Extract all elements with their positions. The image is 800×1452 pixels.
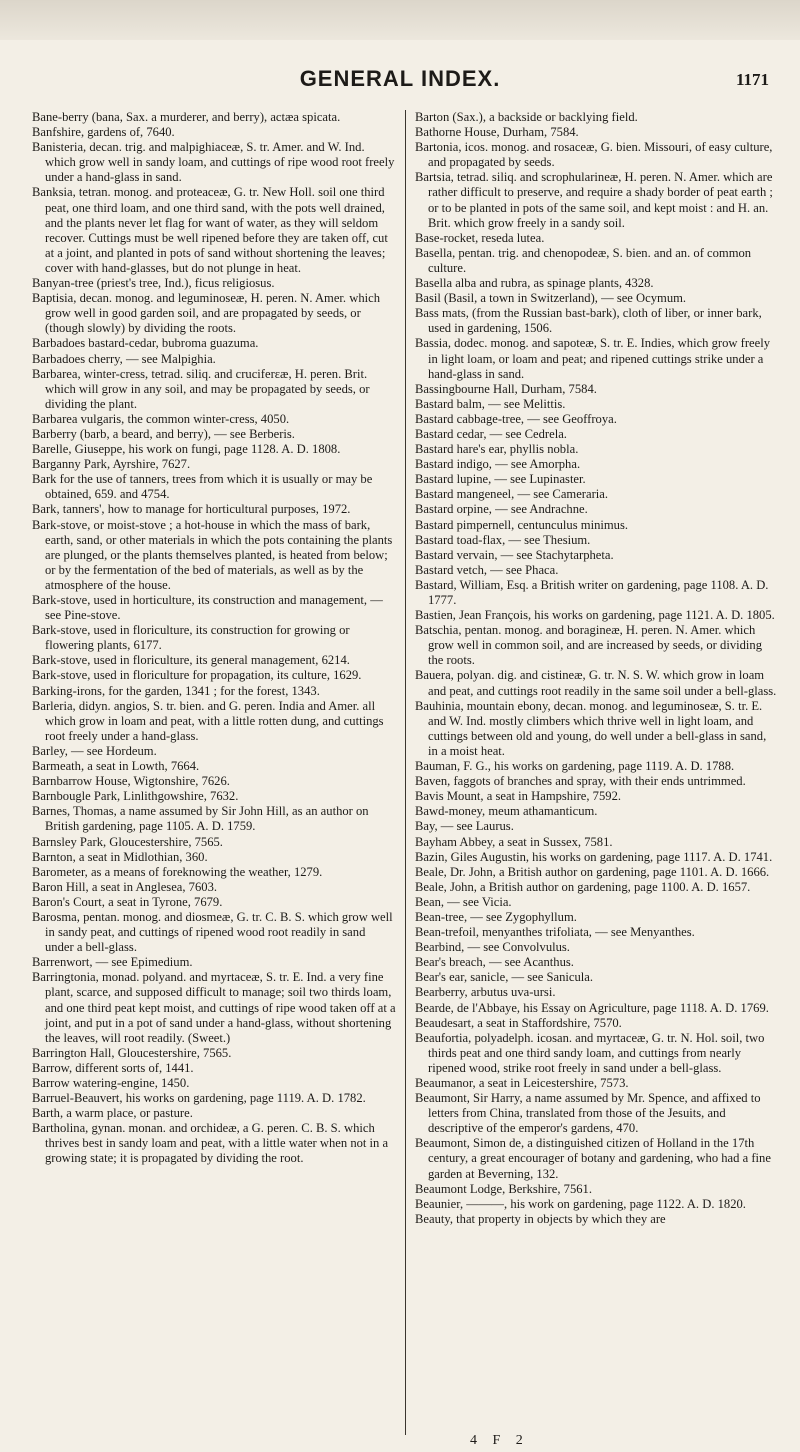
index-entry: Bass mats, (from the Russian bast-bark), cloth of liber, or inner bark, used in gardening, 1506. [415, 306, 762, 336]
index-entry: Barley, — see Hordeum. [32, 743, 157, 758]
index-entry: Banfshire, gardens of, 7640. [32, 125, 175, 140]
index-entry: Bartonia, icos. monog. and rosaceæ, G. bien. Missouri, of easy culture, and propagated by seeds. [415, 140, 773, 170]
index-entry: Barbarea, winter-cress, tetrad. siliq. and cruciferεæ, H. peren. Brit. which will grow in any soil, and may be propagated by seeds, or dividing the plant. [32, 366, 370, 411]
index-entry: Baven, faggots of branches and spray, with their ends untrimmed. [415, 774, 746, 789]
index-entry: Bavis Mount, a seat in Hampshire, 7592. [415, 789, 622, 804]
index-entry: Barbarea vulgaris, the common winter-cress, 4050. [32, 411, 290, 426]
index-entry: Bauman, F. G., his works on gardening, page 1119. A. D. 1788. [415, 759, 735, 774]
page-header [0, 66, 800, 96]
index-entry: Bastard balm, — see Melittis. [415, 396, 566, 411]
index-entry: Bear's ear, sanicle, — see Sanicula. [415, 970, 594, 985]
index-entry: Barking-irons, for the garden, 1341 ; for the forest, 1343. [32, 683, 320, 698]
index-entry: Bastard orpine, — see Andrachne. [415, 502, 588, 517]
index-entry: Bark-stove, or moist-stove ; a hot-house in which the mass of bark, earth, sand, or other materials in which the pots containing the plants are plunged, or the plants themselves planted, is heated from below; or by the fermentation of the bed of materials, as well as by the atmosphere of the house. [32, 517, 393, 592]
index-entry: Beaudesart, a seat in Staffordshire, 7570. [415, 1015, 622, 1030]
index-entry: Bastard toad-flax, — see Thesium. [415, 532, 591, 547]
index-entry: Barbadoes bastard-cedar, bubroma guazuma. [32, 336, 259, 351]
index-entry: Bathorne House, Durham, 7584. [415, 125, 579, 140]
index-entry: Barth, a warm place, or pasture. [32, 1106, 193, 1121]
index-entry: Baron Hill, a seat in Anglesea, 7603. [32, 879, 218, 894]
index-entry: Bark, tanners', how to manage for horticultural purposes, 1972. [32, 502, 351, 517]
index-entry: Bastard indigo, — see Amorpha. [415, 457, 581, 472]
index-entry: Barbadoes cherry, — see Malpighia. [32, 351, 216, 366]
index-entry: Barrington Hall, Gloucestershire, 7565. [32, 1045, 232, 1060]
index-entry: Beauty, that property in objects by which they are [415, 1211, 666, 1226]
index-entry: Bauhinia, mountain ebony, decan. monog. and leguminoseæ, S. tr. E. and W. Ind. mostly climbers which thrive well in light loam, and cuttings between old and young, do well under a bell-glass in sand, in a moist heat. [415, 698, 767, 758]
index-entry: Bearberry, arbutus uva-ursi. [415, 985, 556, 1000]
index-entry: Bassingbourne Hall, Durham, 7584. [415, 381, 597, 396]
index-entry: Bearde, de l'Abbaye, his Essay on Agriculture, page 1118. A. D. 1769. [415, 1000, 769, 1015]
index-entry: Bastard mangeneel, — see Cameraria. [415, 487, 609, 502]
index-entry: Beaumont Lodge, Berkshire, 7561. [415, 1181, 592, 1196]
index-entry: Barnes, Thomas, a name assumed by Sir John Hill, as an author on British gardening, page 1105. A. D. 1759. [32, 804, 369, 834]
top-shadow-band [0, 0, 800, 40]
index-entry: Bauera, polyan. dig. and cistineæ, G. tr. N. S. W. which grow in loam and peat, and cuttings root readily in the same soil under a bell-glass. [415, 668, 777, 698]
index-entry: Barrenwort, — see Epimedium. [32, 955, 193, 970]
index-entry: Banyan-tree (priest's tree, Ind.), ficus religiosus. [32, 276, 275, 291]
index-entry: Barleria, didyn. angios, S. tr. bien. and G. peren. India and Amer. all which grow in loam and peat, with a little rotten dung, and cuttings root freely under a hand-glass. [32, 698, 384, 743]
index-entry: Bartsia, tetrad. siliq. and scrophularineæ, H. peren. N. Amer. which are rather difficult to preserve, and require a shady border of peat earth ; or to be planted in pots of the same soil, and kept moist : and H. an. Brit. which grow freely in a sandy soil. [415, 170, 773, 230]
index-entry: Beaumont, Sir Harry, a name assumed by Mr. Spence, and affixed to letters from China, translated from those of the Jesuits, and descriptive of the emperor's gardens, 470. [415, 1091, 761, 1136]
index-entry: Bark for the use of tanners, trees from which it is usually or may be obtained, 659. and 4754. [32, 472, 373, 502]
index-entry: Bearbind, — see Convolvulus. [415, 940, 570, 955]
index-entry: Barnsley Park, Gloucestershire, 7565. [32, 834, 223, 849]
index-entry: Barnbougle Park, Linlithgowshire, 7632. [32, 789, 239, 804]
index-entry: Bane-berry (bana, Sax. a murderer, and berry), actæa spicata. [32, 110, 341, 124]
index-entry: Basella, pentan. trig. and chenopodeæ, S. bien. and an. of common culture. [415, 245, 752, 275]
index-entry: Bark-stove, used in floriculture, its general management, 6214. [32, 653, 350, 668]
index-entry: Basella alba and rubra, as spinage plants, 4328. [415, 276, 654, 291]
index-entry: Barringtonia, monad. polyand. and myrtaceæ, S. tr. E. Ind. a very fine plant, scarce, and supposed difficult to manage; soil two thirds loam, and one third peat kept moist, and cuttings of ripe wood taken off at a joint, and put in a pot of sand under a hand-glass, without shortening the leaves, will root readily. (Sweet.) [32, 970, 396, 1045]
index-entry: Barrow watering-engine, 1450. [32, 1076, 190, 1090]
index-entry: Baptisia, decan. monog. and leguminoseæ, H. peren. N. Amer. which grow well in good garden soil, and are propagated by seeds, or (though slowly) by dividing the roots. [32, 291, 381, 336]
index-entry: Bawd-money, meum athamanticum. [415, 804, 598, 819]
index-entry: Barnbarrow House, Wigtonshire, 7626. [32, 774, 230, 789]
index-entry: Bean-trefoil, menyanthes trifoliata, — see Menyanthes. [415, 925, 695, 940]
index-entry: Bastard cedar, — see Cedrela. [415, 426, 567, 441]
index-entry: Basil (Basil, a town in Switzerland), — see Ocymum. [415, 291, 687, 306]
index-entry: Barometer, as a means of foreknowing the weather, 1279. [32, 864, 323, 879]
index-entry: Bazin, Giles Augustin, his works on gardening, page 1117. A. D. 1741. [415, 849, 773, 864]
index-entry: Beaumanor, a seat in Leicestershire, 7573. [415, 1076, 629, 1090]
index-entry: Beaufortia, polyadelph. icosan. and myrtaceæ, G. tr. N. Hol. soil, two thirds peat and one third sandy loam, and cuttings from nearly ripened wood, strike root freely in sand under a bell-glass. [415, 1030, 765, 1075]
index-entry: Bean, — see Vicia. [415, 894, 512, 909]
index-entry: Bastien, Jean François, his works on gardening, page 1121. A. D. 1805. [415, 608, 775, 623]
index-entry: Beaunier, ———, his work on gardening, page 1122. A. D. 1820. [415, 1196, 746, 1211]
index-entry: Beale, John, a British author on gardening, page 1100. A. D. 1657. [415, 879, 751, 894]
index-entry: Barrow, different sorts of, 1441. [32, 1060, 194, 1075]
index-entry: Barton (Sax.), a backside or backlying field. [415, 110, 638, 124]
index-entry: Bean-tree, — see Zygophyllum. [415, 909, 577, 924]
index-entry: Bark-stove, used in floriculture for propagation, its culture, 1629. [32, 668, 362, 683]
index-entry: Barganny Park, Ayrshire, 7627. [32, 457, 191, 472]
index-entry: Bastard hare's ear, phyllis nobla. [415, 442, 579, 457]
index-entry: Bark-stove, used in floriculture, its construction for growing or flowering plants, 6177. [32, 623, 350, 653]
index-entry: Bayham Abbey, a seat in Sussex, 7581. [415, 834, 613, 849]
index-entry: Bastard vervain, — see Stachytarpheta. [415, 547, 614, 562]
index-column-left [32, 110, 396, 1167]
index-entry: Barmeath, a seat in Lowth, 7664. [32, 759, 200, 774]
index-entry: Bartholina, gynan. monan. and orchideæ, a G. peren. C. B. S. which thrives best in sandy loam and peat, with a little water when not in a growing state; it is propagated by dividing the root. [32, 1121, 389, 1166]
index-column-right [415, 110, 779, 1227]
index-entry: Batschia, pentan. monog. and boragineæ, H. peren. N. Amer. which grow well in common soil, and are increased by seeds, or dividing the roots. [415, 623, 763, 668]
printer-signature: 4 F 2 [470, 1433, 529, 1448]
index-entry: Banksia, tetran. monog. and proteaceæ, G. tr. New Holl. soil one third peat, one third loam, and one third sand, with the pots well drained, and the plants never let flag for want of water, as they will seldom recover. Cuttings must be well ripened before they are taken off, cut at a joint, and planted in pots of sand without shortening the leaves; cover with hand-glasses, but do not plunge in heat. [32, 185, 388, 275]
index-entry: Bastard pimpernell, centunculus minimus. [415, 517, 629, 532]
index-entry: Beale, Dr. John, a British author on gardening, page 1101. A. D. 1666. [415, 864, 770, 879]
index-entry: Barruel-Beauvert, his works on gardening, page 1119. A. D. 1782. [32, 1091, 366, 1106]
index-entry: Barosma, pentan. monog. and diosmeæ, G. tr. C. B. S. which grow well in sandy peat, and cuttings of ripened wood root readily in sand under a bell-glass. [32, 909, 393, 955]
column-divider [405, 110, 406, 1435]
index-entry: Base-rocket, reseda lutea. [415, 230, 545, 245]
index-entry: Baron's Court, a seat in Tyrone, 7679. [32, 894, 223, 909]
index-entry: Banisteria, decan. trig. and malpighiaceæ, S. tr. Amer. and W. Ind. which grow well in sandy loam, and cuttings of ripe wood root freely under a hand-glass in sand. [32, 140, 395, 185]
index-entry: Bastard vetch, — see Phaca. [415, 562, 559, 577]
page-title: GENERAL INDEX. [299, 66, 501, 91]
page-number: 1171 [735, 70, 769, 89]
index-entry: Beaumont, Simon de, a distinguished citizen of Holland in the 17th century, a great encourager of botany and gardening, who had a fine garden at Beverning, 132. [415, 1136, 771, 1181]
index-entry: Barelle, Giuseppe, his work on fungi, page 1128. A. D. 1808. [32, 442, 341, 457]
index-entry: Bastard lupine, — see Lupinaster. [415, 472, 586, 487]
index-entry: Bark-stove, used in horticulture, its construction and management, — see Pine-stove. [32, 593, 383, 623]
index-entry: Bay, — see Laurus. [415, 819, 514, 834]
index-entry: Barnton, a seat in Midlothian, 360. [32, 849, 208, 864]
index-entry: Bastard cabbage-tree, — see Geoffroya. [415, 411, 617, 426]
index-entry: Barberry (barb, a beard, and berry), — see Berberis. [32, 426, 295, 441]
index-entry: Bastard, William, Esq. a British writer on gardening, page 1108. A. D. 1777. [415, 577, 769, 607]
index-entry: Bear's breach, — see Acanthus. [415, 955, 574, 970]
index-entry: Bassia, dodec. monog. and sapoteæ, S. tr. E. Indies, which grow freely in light loam, or loam and peat; and ripened cuttings strike under a hand-glass in sand. [415, 336, 771, 381]
